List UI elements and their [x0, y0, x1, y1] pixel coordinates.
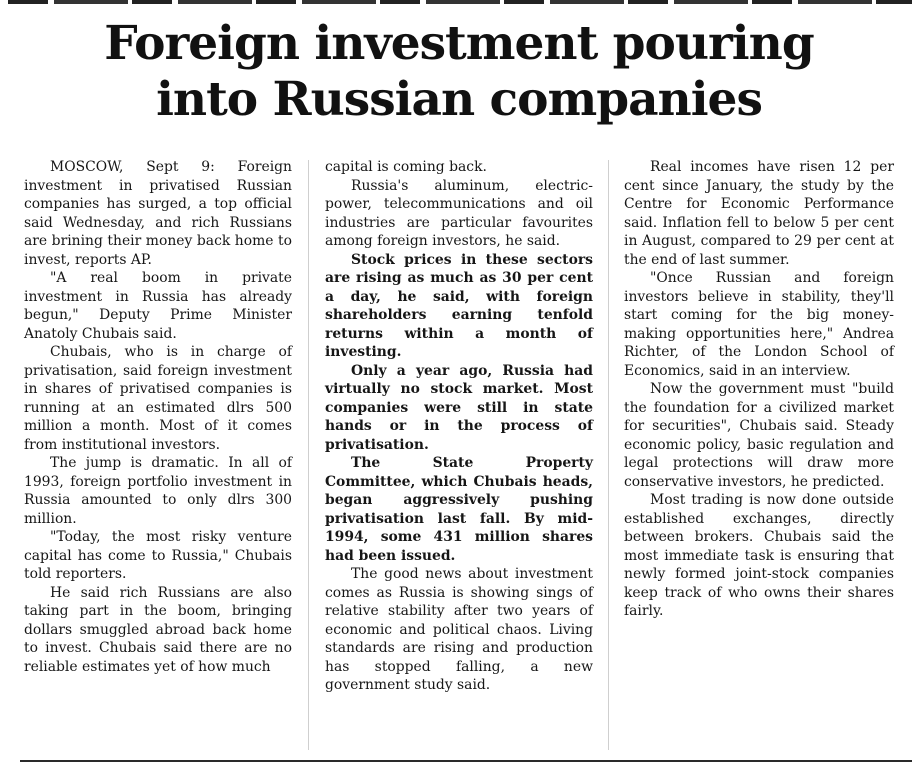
paragraph: Chubais, who is in charge of privatisation, said foreign investment in shares of privatised companies is running at an estimated dlrs 500 million a month. Most of it comes from institutional investors.	[24, 344, 292, 453]
headline	[0, 16, 918, 128]
paragraph: Most trading is now done outside established exchanges, directly between brokers. Chubais said the most immediate task is ensuring that newly formed joint-stock companies keep track of who owns their shares fairly.	[624, 492, 894, 619]
paragraph: Only a year ago, Russia had virtually no stock market. Most companies were still in state hands or in the process of privatisation.	[325, 362, 593, 453]
article-column-2	[325, 158, 593, 695]
headline-line-1: Foreign investment pouring	[104, 16, 814, 71]
article-column-1	[24, 158, 292, 676]
paragraph: Real incomes have risen 12 per cent since January, the study by the Centre for Economic Performance said. Inflation fell to below 5 per cent in August, compared to 29 per cent at the end of last summer.	[624, 159, 894, 268]
paragraph: "Once Russian and foreign investors believe in stability, they'll start coming for the big money-making opportunities here," Andrea Richter, of the London School of Economics, said in an interview.	[624, 270, 894, 379]
headline-line-2: into Russian companies	[156, 72, 762, 127]
column-divider	[308, 160, 309, 750]
paragraph: He said rich Russians are also taking part in the boom, bringing dollars smuggled abroad back home to invest. Chubais said there are no reliable estimates yet of how much	[24, 584, 292, 675]
paragraph: Stock prices in these sectors are rising as much as 30 per cent a day, he said, with foreign shareholders earning tenfold returns within a month of investing.	[325, 251, 593, 360]
paragraph: Now the government must "build the foundation for a civilized market for securities", Chubais said. Steady economic policy, basic regulation and legal protections will draw more conservative investors, he predicted.	[624, 381, 894, 490]
paragraph: The State Property Committee, which Chubais heads, began aggressively pushing privatisation last fall. By mid-1994, some 431 million shares had been issued.	[325, 455, 593, 564]
paragraph: MOSCOW, Sept 9: Foreign investment in privatised Russian companies has surged, a top official said Wednesday, and rich Russians are brining their money back home to invest, reports AP.	[24, 159, 292, 268]
paragraph: The jump is dramatic. In all of 1993, foreign portfolio investment in Russia amounted to only dlrs 300 million.	[24, 455, 292, 527]
bottom-rule	[20, 760, 912, 762]
top-rule	[8, 0, 912, 4]
column-divider	[608, 160, 609, 750]
paragraph: The good news about investment comes as Russia is showing sings of relative stability after two years of economic and political chaos. Living standards are rising and production has stopped falling, a new government study said.	[325, 566, 593, 693]
paragraph: "Today, the most risky venture capital has come to Russia," Chubais told reporters.	[24, 529, 292, 582]
paragraph: capital is coming back.	[325, 159, 487, 175]
paragraph: "A real boom in private investment in Russia has already begun," Deputy Prime Minister Anatoly Chubais said.	[24, 270, 292, 342]
article-column-3	[624, 158, 894, 621]
paragraph: Russia's aluminum, electric-power, telecommunications and oil industries are particular favourites among foreign investors, he said.	[325, 177, 593, 249]
